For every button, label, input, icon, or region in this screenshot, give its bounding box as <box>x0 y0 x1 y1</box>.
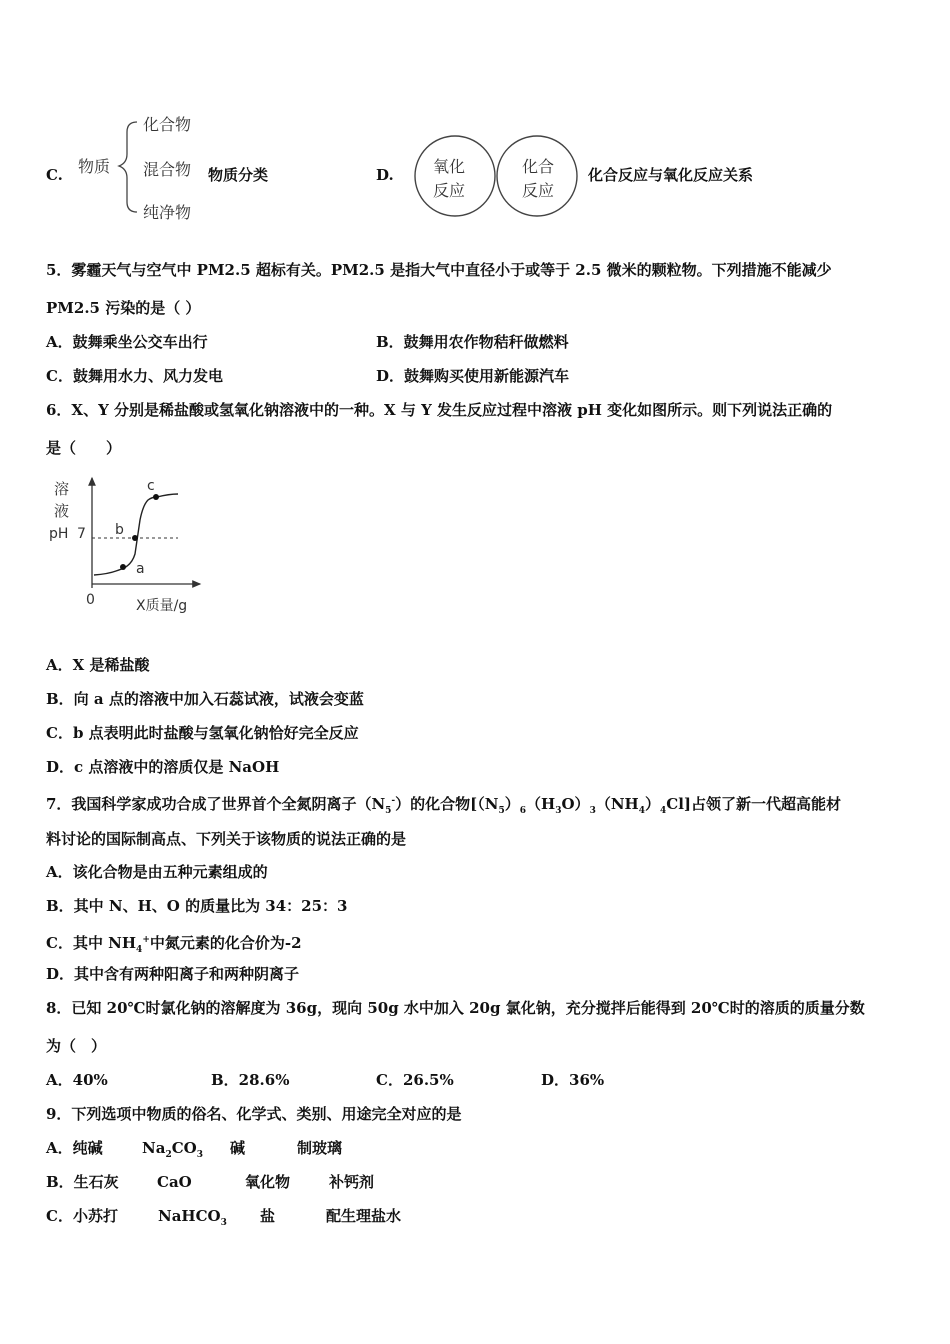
q9-option-a-class: 碱 <box>230 1139 246 1157</box>
q5-option-b: B．鼓舞用农作物秸秆做燃料 <box>376 333 569 351</box>
q9-option-c-name: C．小苏打 <box>46 1207 118 1225</box>
venn-left-circle <box>415 136 495 216</box>
y-axis-label-3: pH <box>49 526 69 542</box>
q6-option-b: B．向 a 点的溶液中加入石蕊试液，试液会变蓝 <box>46 690 364 708</box>
q7-stem-line2: 料讨论的国际制高点、下列关于该物质的说法正确的是 <box>46 830 407 848</box>
q6-option-d: D．c 点溶液中的溶质仅是 NaOH <box>46 758 280 776</box>
brace <box>119 122 137 212</box>
q9-stem: 9．下列选项中物质的俗名、化学式、类别、用途完全对应的是 <box>46 1105 462 1123</box>
q4-option-d-label: 化合反应与氧化反应关系 <box>588 166 754 184</box>
q5-stem-line2: PM2.5 污染的是（ ） <box>46 299 201 317</box>
q5-option-d: D．鼓舞购买使用新能源汽车 <box>376 367 570 385</box>
q7-option-b: B．其中 N、H、O 的质量比为 34：25：3 <box>46 897 348 915</box>
q8-option-b: B．28.6% <box>211 1071 290 1089</box>
q5-stem-line1: 5．雾霾天气与空气中 PM2.5 超标有关。PM2.5 是指大气中直径小于或等于 2.5 微米的颗粒物。下列措施不能减少 <box>46 261 832 279</box>
point-c-label: c <box>147 478 155 494</box>
origin-label: 0 <box>86 592 95 608</box>
q4-option-c-label: 物质分类 <box>208 166 269 184</box>
point-c <box>153 494 159 500</box>
venn-left-line1: 氧化 <box>433 157 466 176</box>
q9-option-a-name: A．纯碱 <box>46 1139 103 1157</box>
venn-right-circle <box>497 136 577 216</box>
point-a <box>120 564 126 570</box>
q9-option-b-use: 补钙剂 <box>329 1173 375 1191</box>
q4-option-c-letter: C. <box>46 166 63 184</box>
point-b <box>132 535 138 541</box>
q9-option-c-formula: NaHCO$_3$ <box>158 1207 227 1228</box>
q9-option-a-formula: $Na_2CO_3$ <box>142 1139 203 1160</box>
diagram-item-1: 化合物 <box>143 115 192 134</box>
q6-option-c: C．b 点表明此时盐酸与氢氧化钠恰好完全反应 <box>46 724 359 742</box>
q7-option-c: C．其中 $NH_4^+$中氮元素的化合价为-2 <box>46 934 302 955</box>
q6-stem-line1: 6．X、Y 分别是稀盐酸或氢氧化钠溶液中的一种。X 与 Y 发生反应过程中溶液 pH 变化如图所示。则下列说法正确的 <box>46 401 833 419</box>
classification-diagram <box>75 110 210 225</box>
q7-option-d: D．其中含有两种阳离子和两种阴离子 <box>46 965 300 983</box>
q8-stem-line1: 8．已知 20℃时氯化钠的溶解度为 36g，现向 50g 水中加入 20g 氯化钠，充分搅拌后能得到 20℃时的溶质的质量分数 <box>46 999 865 1017</box>
venn-left-line2: 反应 <box>433 181 466 200</box>
venn-right-line2: 反应 <box>522 181 555 200</box>
venn-diagram <box>410 132 585 220</box>
q6-stem-line2: 是（ ） <box>46 439 122 457</box>
q9-option-b-class: 氧化物 <box>245 1173 291 1191</box>
q6-option-a: A．X 是稀盐酸 <box>46 656 150 674</box>
q9-option-b-formula: CaO <box>157 1173 192 1191</box>
q9-option-c-use: 配生理盐水 <box>326 1207 402 1225</box>
q7-stem-line1: 7．我国科学家成功合成了世界首个全氮阴离子$(N_5^-)$的化合物$[(N_5)_6(H_3O)_3(NH_4)_4Cl]$占领了新一代超高能材 <box>46 795 842 816</box>
q9-option-b-name: B．生石灰 <box>46 1173 119 1191</box>
q8-stem-line2: 为（ ） <box>46 1037 107 1055</box>
x-axis-label: X质量/g <box>136 598 188 614</box>
venn-right-line1: 化合 <box>522 157 555 176</box>
y-axis-label-1: 溶 <box>54 480 70 498</box>
point-b-label: b <box>115 522 124 538</box>
q8-option-d: D．36% <box>541 1071 605 1089</box>
q9-option-c-class: 盐 <box>260 1207 276 1225</box>
diagram-root-label: 物质 <box>78 157 111 176</box>
q4-option-d-letter: D. <box>376 166 394 184</box>
ph-curve-figure <box>44 470 214 620</box>
point-a-label: a <box>136 561 145 577</box>
q5-option-a: A．鼓舞乘坐公交车出行 <box>46 333 208 351</box>
q5-option-c: C．鼓舞用水力、风力发电 <box>46 367 223 385</box>
q7-option-a: A．该化合物是由五种元素组成的 <box>46 863 268 881</box>
y-axis-label-2: 液 <box>54 502 70 520</box>
y-axis-tick-7: 7 <box>77 526 86 542</box>
q8-option-c: C．26.5% <box>376 1071 454 1089</box>
q9-option-a-use: 制玻璃 <box>297 1139 343 1157</box>
q8-option-a: A．40% <box>46 1071 108 1089</box>
diagram-item-3: 纯净物 <box>143 203 192 222</box>
diagram-item-2: 混合物 <box>143 160 192 179</box>
